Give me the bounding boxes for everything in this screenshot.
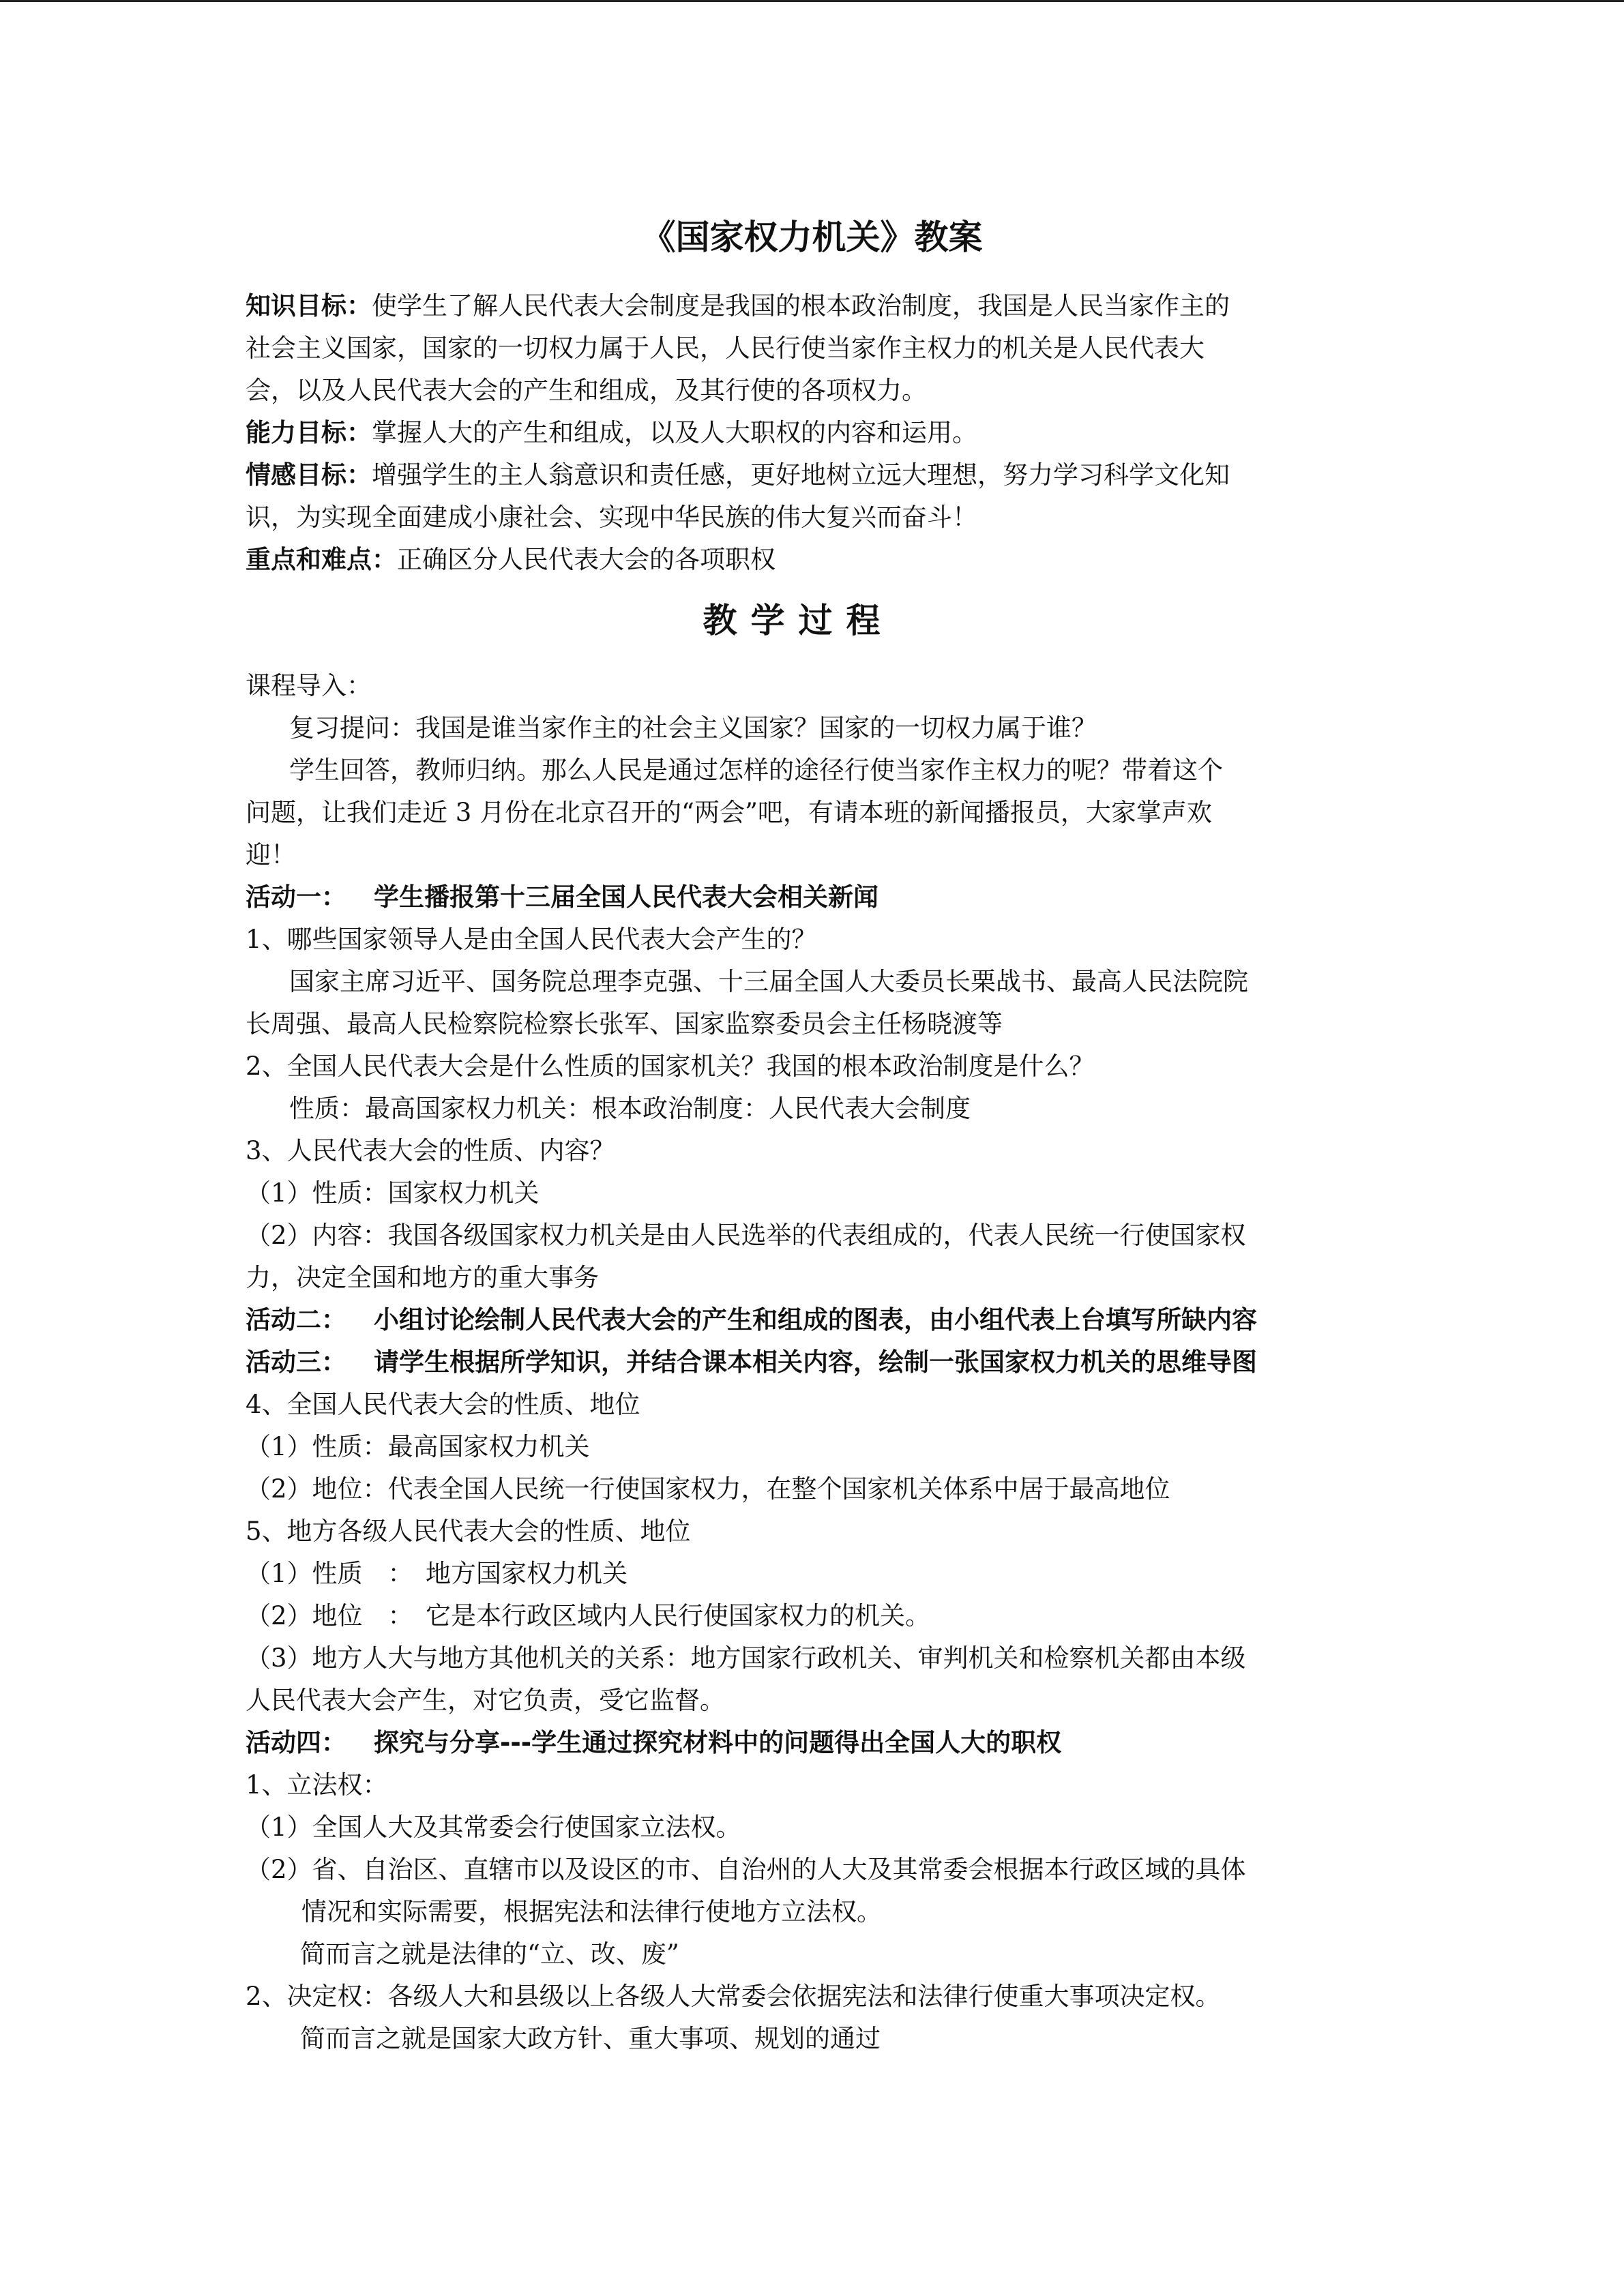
list-item: （1）性质：最高国家权力机关 <box>246 1432 590 1461</box>
question-line: 4、全国人民代表大会的性质、地位 <box>246 1390 640 1419</box>
list-item: （2）地位：代表全国人民统一行使国家权力，在整个国家机关体系中居于最高地位 <box>246 1474 1170 1504</box>
power-heading: 2、决定权：各级人大和县级以上各级人大常委会依据宪法和法律行使重大事项决定权。 <box>246 1982 1221 2011</box>
power-heading: 1、立法权： <box>246 1770 388 1800</box>
paragraph-line: 迎！ <box>246 840 296 869</box>
question-line: 1、哪些国家领导人是由全国人民代表大会产生的？ <box>246 925 817 954</box>
activity-text: 小组讨论绘制人民代表大会的产生和组成的图表，由小组代表上台填写所缺内容 <box>374 1305 1257 1335</box>
emotion-objective-text: 增强学生的主人翁意识和责任感，更好地树立远大理想，努力学习科学文化知 <box>372 460 1230 490</box>
knowledge-objective-line <box>246 285 1398 327</box>
answer-line: 长周强、最高人民检察院检察长张军、国家监察委员会主任杨晓渡等 <box>246 1009 1003 1039</box>
ability-objective-label: 能力目标： <box>246 418 372 447</box>
activity-label: 活动二： <box>246 1305 346 1335</box>
emotion-objective-line <box>246 454 1398 496</box>
list-item: （1）性质：国家权力机关 <box>246 1178 540 1208</box>
paragraph-line: 学生回答，教师归纳。那么人民是通过怎样的途径行使当家作主权力的呢？带着这个 <box>289 756 1223 785</box>
activity-text: 学生播报第十三届全国人民代表大会相关新闻 <box>374 882 879 912</box>
list-item: （1）性质 ： 地方国家权力机关 <box>246 1559 628 1588</box>
activity-label: 活动三： <box>246 1347 346 1377</box>
list-item-continued: 人民代表大会产生，对它负责，受它监督。 <box>246 1686 725 1715</box>
page-top-border <box>0 0 1624 2</box>
activity-label: 活动四： <box>246 1728 346 1757</box>
ability-objective-line <box>246 412 1398 454</box>
question-line: 2、全国人民代表大会是什么性质的国家机关？我国的根本政治制度是什么？ <box>246 1052 1095 1081</box>
activity-heading <box>246 1299 1398 1341</box>
key-points-line <box>246 539 1398 581</box>
knowledge-objective-label: 知识目标： <box>246 291 372 320</box>
emotion-objective-text: 识，为实现全面建成小康社会、实现中华民族的伟大复兴而奋斗！ <box>246 503 977 532</box>
answer-line: 性质：最高国家权力机关：根本政治制度：人民代表大会制度 <box>289 1094 971 1123</box>
list-item: （3）地方人大与地方其他机关的关系：地方国家行政机关、审判机关和检察机关都由本级 <box>246 1643 1246 1673</box>
activity-text: 请学生根据所学知识，并结合课本相关内容，绘制一张国家权力机关的思维导图 <box>374 1347 1257 1377</box>
answer-line: 国家主席习近平、国务院总理李克强、十三届全国人大委员长栗战书、最高人民法院院 <box>289 967 1248 996</box>
list-item: （2）省、自治区、直辖市以及设区的市、自治州的人大及其常委会根据本行政区域的具体 <box>246 1855 1246 1884</box>
key-points-label: 重点和难点： <box>246 545 397 574</box>
activity-text: 探究与分享---学生通过探究材料中的问题得出全国人大的职权 <box>374 1728 1062 1757</box>
list-item-continued: 力，决定全国和地方的重大事务 <box>246 1263 599 1292</box>
list-item-continued: 情况和实际需要，根据宪法和法律行使地方立法权。 <box>301 1897 882 1926</box>
emotion-objective-label: 情感目标： <box>246 460 372 490</box>
course-intro-heading: 课程导入： <box>246 671 372 700</box>
knowledge-objective-text: 使学生了解人民代表大会制度是我国的根本政治制度，我国是人民当家作主的 <box>372 291 1230 320</box>
list-item: （2）地位 ： 它是本行政区域内人民行使国家权力的机关。 <box>246 1601 931 1630</box>
summary-line: 简而言之就是国家大政方针、重大事项、规划的通过 <box>300 2024 881 2053</box>
knowledge-objective-text: 社会主义国家，国家的一切权力属于人民，人民行使当家作主权力的机关是人民代表大 <box>246 333 1205 363</box>
question-line: 3、人民代表大会的性质、内容？ <box>246 1136 615 1165</box>
question-line: 5、地方各级人民代表大会的性质、地位 <box>246 1517 691 1546</box>
list-item: （1）全国人大及其常委会行使国家立法权。 <box>246 1813 741 1842</box>
review-question: 复习提问：我国是谁当家作主的社会主义国家？国家的一切权力属于谁？ <box>289 713 1097 743</box>
activity-heading <box>246 1341 1398 1384</box>
knowledge-objective-text: 会，以及人民代表大会的产生和组成，及其行使的各项权力。 <box>246 376 927 405</box>
key-points-text: 正确区分人民代表大会的各项职权 <box>397 545 776 574</box>
paragraph-line: 问题，让我们走近 3 月份在北京召开的“两会”吧，有请本班的新闻播报员，大家掌声欢 <box>246 798 1212 827</box>
list-item: （2）内容：我国各级国家权力机关是由人民选举的代表组成的，代表人民统一行使国家权 <box>246 1221 1246 1250</box>
document-title: 《国家权力机关》教案 <box>641 218 983 257</box>
teaching-process-title: 教学过程 <box>703 601 894 640</box>
summary-line: 简而言之就是法律的“立、改、废” <box>300 1939 679 1969</box>
activity-label: 活动一： <box>246 882 346 912</box>
activity-heading <box>246 876 1398 919</box>
activity-heading <box>246 1722 1398 1764</box>
ability-objective-text: 掌握人大的产生和组成，以及人大职权的内容和运用。 <box>372 418 977 447</box>
